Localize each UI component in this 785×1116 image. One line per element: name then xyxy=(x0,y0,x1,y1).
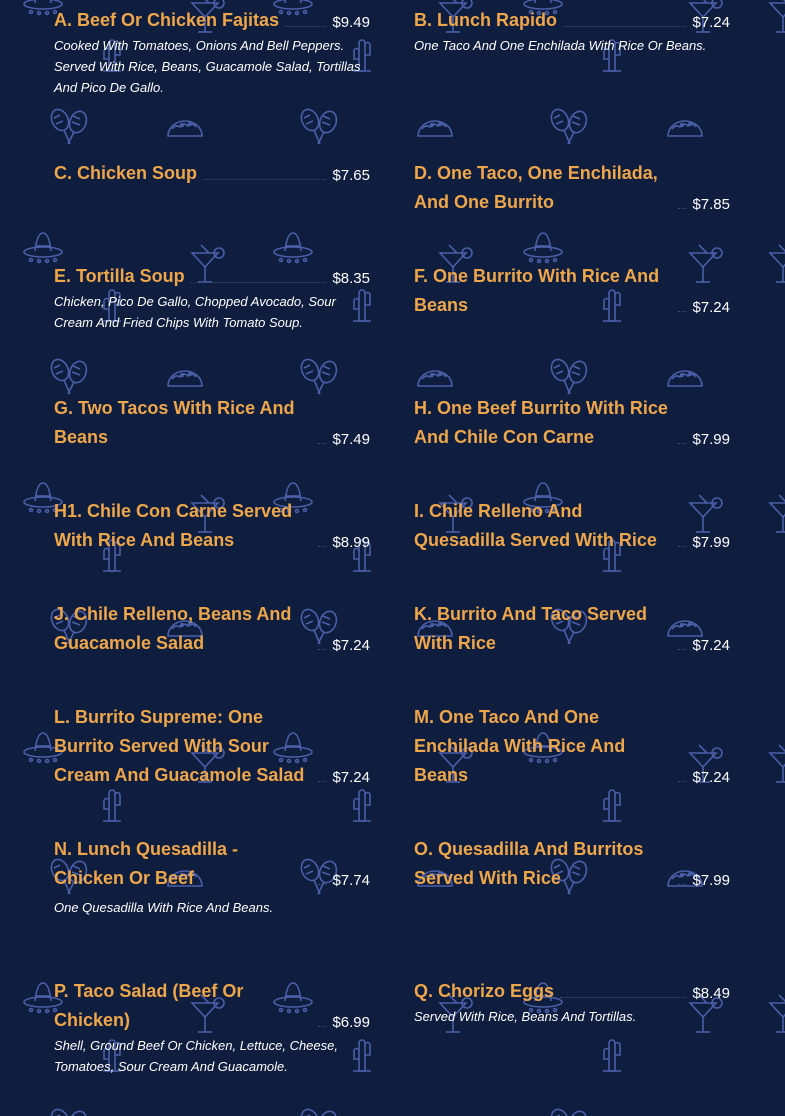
menu-item[interactable] xyxy=(54,394,370,452)
menu-item[interactable] xyxy=(414,977,730,1027)
dot-leader xyxy=(678,884,686,885)
item-description: One Quesadilla With Rice And Beans. xyxy=(54,900,274,915)
menu-item[interactable] xyxy=(414,497,730,555)
item-price: $7.74 xyxy=(332,872,370,889)
menu-item[interactable] xyxy=(414,262,730,320)
item-price: $8.35 xyxy=(332,270,370,287)
dot-leader xyxy=(678,781,686,782)
item-price: $7.49 xyxy=(332,431,370,448)
item-name: N. Lunch Quesadilla - Chicken Or Beef xyxy=(54,839,239,888)
dot-leader xyxy=(560,997,686,998)
item-price: $7.65 xyxy=(332,167,370,184)
item-name: G. Two Tacos With Rice And Beans xyxy=(54,398,295,447)
dot-leader xyxy=(318,546,326,547)
item-description: Cooked With Tomatoes, Onions And Bell Peppers. Served With Rice, Beans, Guacamole Salad, Tortillas And Pico De Gallo. xyxy=(54,38,361,95)
item-name: F. One Burrito With Rice And Beans xyxy=(414,266,660,315)
item-name: P. Taco Salad (Beef Or Chicken) xyxy=(54,981,244,1030)
menu-item[interactable] xyxy=(414,6,730,56)
item-name: J. Chile Relleno, Beans And Guacamole Salad xyxy=(54,604,292,653)
dot-leader xyxy=(191,282,327,283)
dot-leader xyxy=(318,649,326,650)
item-name: I. Chile Relleno And Quesadilla Served With Rice xyxy=(414,501,657,550)
menu-item[interactable] xyxy=(414,835,730,893)
menu-item[interactable] xyxy=(54,6,370,98)
menu-item[interactable] xyxy=(54,835,370,918)
item-price: $7.99 xyxy=(692,431,730,448)
menu-item[interactable] xyxy=(414,600,730,658)
menu-item[interactable] xyxy=(414,159,730,217)
item-description: Shell, Ground Beef Or Chicken, Lettuce, Cheese, Tomatoes, Sour Cream And Guacamole. xyxy=(54,1038,338,1074)
dot-leader xyxy=(678,443,686,444)
item-name: Q. Chorizo Eggs xyxy=(414,981,555,1001)
item-price: $7.24 xyxy=(692,637,730,654)
item-price: $7.24 xyxy=(692,14,730,31)
item-price: $8.49 xyxy=(692,985,730,1002)
menu-item[interactable] xyxy=(54,262,370,333)
item-description: One Taco And One Enchilada With Rice Or Beans. xyxy=(414,38,707,53)
item-name: A. Beef Or Chicken Fajitas xyxy=(54,10,280,30)
item-name: H1. Chile Con Carne Served With Rice And Beans xyxy=(54,501,293,550)
item-price: $9.49 xyxy=(332,14,370,31)
item-name: K. Burrito And Taco Served With Rice xyxy=(414,604,648,653)
menu-item[interactable] xyxy=(54,497,370,555)
dot-leader xyxy=(203,179,326,180)
dot-leader xyxy=(318,884,326,885)
dot-leader xyxy=(318,1026,326,1027)
item-name: O. Quesadilla And Burritos Served With Rice xyxy=(414,839,644,888)
item-price: $7.24 xyxy=(692,299,730,316)
item-price: $7.24 xyxy=(692,769,730,786)
dot-leader xyxy=(563,26,686,27)
item-price: $7.85 xyxy=(692,196,730,213)
item-price: $7.99 xyxy=(692,872,730,889)
dot-leader xyxy=(678,208,686,209)
item-name: E. Tortilla Soup xyxy=(54,266,185,286)
item-name: D. One Taco, One Enchilada, And One Burrito xyxy=(414,163,658,212)
menu-item[interactable] xyxy=(54,977,370,1077)
item-description: Served With Rice, Beans And Tortillas. xyxy=(414,1009,637,1024)
dot-leader xyxy=(678,546,686,547)
menu-item[interactable] xyxy=(54,600,370,658)
dot-leader xyxy=(678,311,686,312)
dot-leader xyxy=(285,26,326,27)
dot-leader xyxy=(318,781,326,782)
menu-item[interactable] xyxy=(54,703,370,790)
menu-item[interactable] xyxy=(414,703,730,790)
item-description: Chicken, Pico De Gallo, Chopped Avocado, Sour Cream And Fried Chips With Tomato Soup. xyxy=(54,294,336,330)
item-name: C. Chicken Soup xyxy=(54,163,198,183)
dot-leader xyxy=(678,649,686,650)
dot-leader xyxy=(318,443,326,444)
menu-item[interactable] xyxy=(414,394,730,452)
item-name: L. Burrito Supreme: One Burrito Served With Sour Cream And Guacamole Salad xyxy=(54,707,305,785)
item-name: H. One Beef Burrito With Rice And Chile Con Carne xyxy=(414,398,668,447)
item-price: $7.24 xyxy=(332,769,370,786)
item-name: B. Lunch Rapido xyxy=(414,10,557,30)
item-price: $8.99 xyxy=(332,534,370,551)
item-price: $6.99 xyxy=(332,1014,370,1031)
item-price: $7.99 xyxy=(692,534,730,551)
item-name: M. One Taco And One Enchilada With Rice And Beans xyxy=(414,707,626,785)
menu-item[interactable] xyxy=(54,159,370,188)
item-price: $7.24 xyxy=(332,637,370,654)
